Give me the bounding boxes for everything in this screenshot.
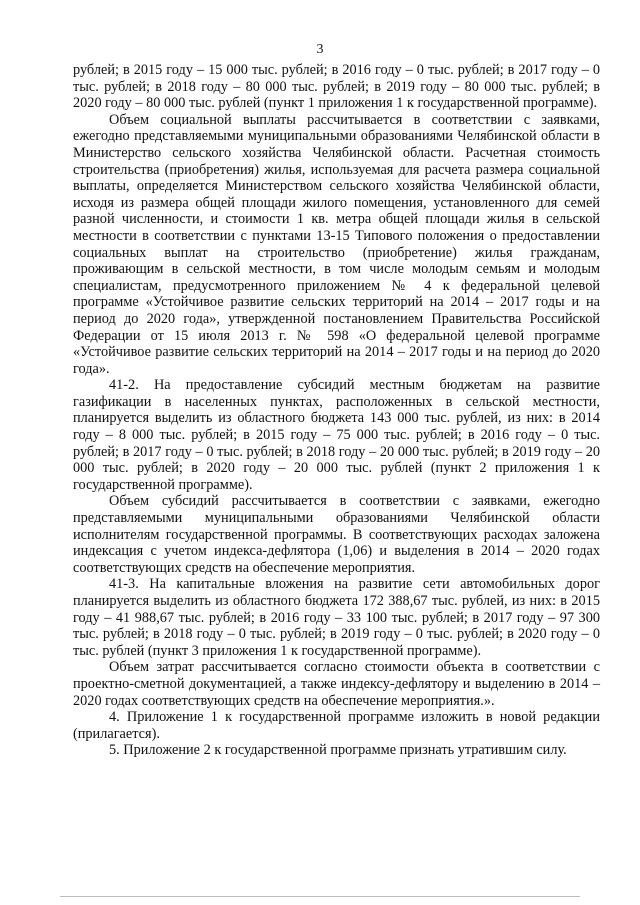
- paragraph-subsidy-volume: Объем субсидий рассчитывается в соответствии с заявками, ежегодно представляемыми муниципальными образованиями Челябинской области исполнителям государственной программы. В соответствующих расходах заложена индексация с учетом индекса-дефлятора (1,06) и выделения в 2014 – 2020 годах соответствующих средств на обеспечение мероприятия.: [73, 493, 600, 576]
- paragraph-item-5: 5. Приложение 2 к государственной программе признать утратившим силу.: [109, 742, 567, 759]
- paragraph-41-3-roads: 41-3. На капитальные вложения на развитие сети автомобильных дорог планируется выделить из областного бюджета 172 388,67 тыс. рублей, из них: в 2015 году – 41 988,67 тыс. рублей; в 2016 году – 33 100 тыс. рублей; в 2017 году – 97 300 тыс. рублей; в 2018 году – 0 тыс. рублей; в 2019 году – 0 тыс. рублей; в 2020 году – 0 тыс. рублей (пункт 3 приложения 1 к государственной программе).: [73, 576, 600, 659]
- paragraph-continuation: рублей; в 2015 году – 15 000 тыс. рублей; в 2016 году – 0 тыс. рублей; в 2017 году – 0 тыс. рублей; в 2018 году – 80 000 тыс. рублей; в 2019 году – 80 000 тыс. рублей; в 2020 году – 80 000 тыс. рублей (пункт 1 приложения 1 к государственной программе).: [73, 62, 600, 112]
- paragraph-41-2-gasification: 41-2. На предоставление субсидий местным бюджетам на развитие газификации в населенных пунктах, расположенных в сельской местности, планируется выделить из областного бюджета 143 000 тыс. рублей, из них: в 2014 году – 8 000 тыс. рублей; в 2015 году – 75 000 тыс. рублей; в 2016 году – 0 тыс. рублей; в 2017 году – 0 тыс. рублей; в 2018 году – 20 000 тыс. рублей; в 2019 году – 20 000 тыс. рублей; в 2020 году – 20 000 тыс. рублей (пункт 2 приложения 1 к государственной программе).: [73, 377, 600, 493]
- document-body: [73, 62, 600, 759]
- paragraph-item-4: 4. Приложение 1 к государственной программе изложить в новой редакции (прилагается).: [73, 709, 600, 742]
- page-number: 3: [316, 42, 324, 57]
- paragraph-social-payment: Объем социальной выплаты рассчитывается в соответствии с заявками, ежегодно представляемыми муниципальными образованиями Челябинской области в Министерство сельского хозяйства Челябинской области. Расчетная стоимость строительства (приобретения) жилья, используемая для расчета размера социальной выплаты, определяется Министерством сельского хозяйства Челябинской области, исходя из размера общей площади жилого помещения, установленного для семей разной численности, и стоимости 1 кв. метра общей площади жилья в сельской местности в соответствии с пунктами 13-15 Типового положения о предоставлении социальных выплат на строительство (приобретение) жилья гражданам, проживающим в сельской местности, в том числе молодым семьям и молодым специалистам, предусмотренного приложением № 4 к федеральной целевой программе «Устойчивое развитие сельских территорий на 2014 – 2017 годы и на период до 2020 года», утвержденной постановлением Правительства Российской Федерации от 15 июля 2013 г. № 598 «О федеральной целевой программе «Устойчивое развитие сельских территорий на 2014 – 2017 годы и на период до 2020 года».: [73, 111, 600, 377]
- paragraph-cost-volume: Объем затрат рассчитывается согласно стоимости объекта в соответствии с проектно-сметной документацией, а также индексу-дефлятору и выделению в 2014 – 2020 годах соответствующих средств на обеспечение мероприятия.».: [73, 659, 600, 709]
- bottom-divider: [60, 896, 580, 897]
